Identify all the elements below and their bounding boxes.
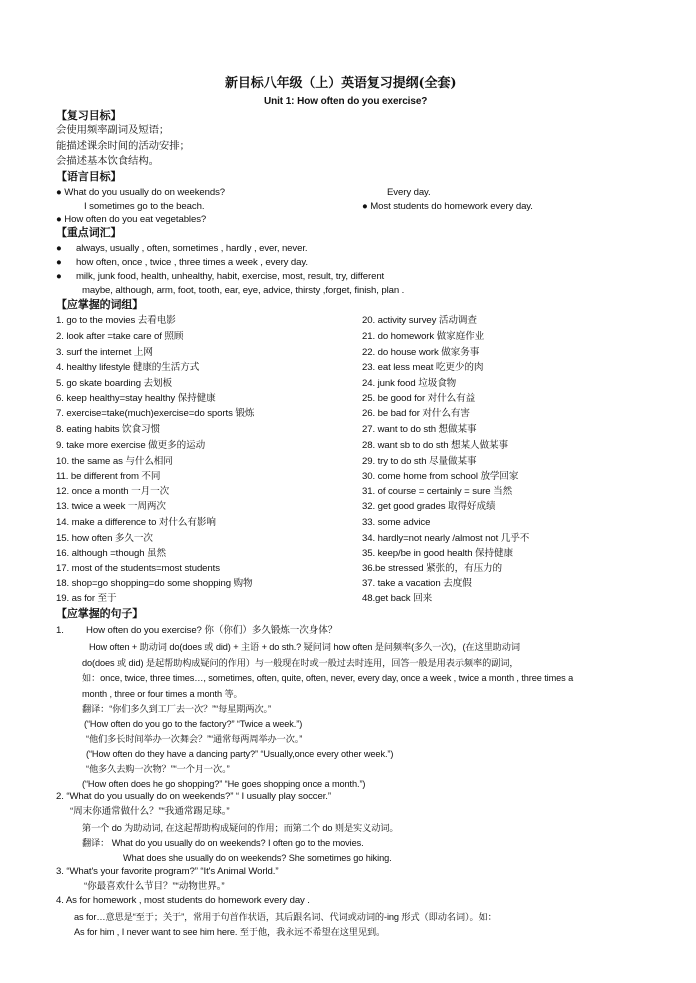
vocab-line: always, usually , often, sometimes , hardly , ever, never. (76, 243, 308, 254)
phrase-item: 5. go skate boarding 去划板 (56, 378, 172, 389)
phrase-item: 37. take a vacation 去度假 (362, 578, 472, 589)
translation-line: 翻译： What do you usually do on weekends? I often go to the movies. (82, 838, 364, 848)
phrase-item: 21. do homework 做家庭作业 (362, 331, 485, 342)
sentence-translation: “你最喜欢什么节目？”“动物世界。” (84, 881, 225, 892)
phrase-item: 9. take more exercise 做更多的运动 (56, 440, 206, 451)
phrase-item: 22. do house work 做家务事 (362, 347, 480, 358)
phrase-item: 31. of course = certainly = sure 当然 (362, 486, 513, 497)
sentence-item: 4. As for homework , most students do homework every day . (56, 895, 310, 906)
language-answer: ● Most students do homework every day. (362, 201, 533, 212)
phrase-item: 30. come home from school 放学回家 (362, 471, 519, 482)
sentence-explanation: as for…意思是“至于；关于”，常用于句首作状语，其后跟名词、代词或动词的-ing 形式（即动名词）。如： (74, 912, 497, 922)
language-question: ● What do you usually do on weekends? (56, 187, 226, 198)
vocab-line: how often, once , twice , three times a week , every day. (76, 257, 308, 268)
phrase-item: 20. activity survey 活动调查 (362, 315, 477, 326)
phrases-heading: 【应掌握的词组】 (56, 299, 144, 311)
phrase-item: 10. the same as 与什么相同 (56, 456, 173, 467)
goal-item: 能描述课余时间的活动安排； (56, 141, 190, 152)
phrase-item: 16. although =though 虽然 (56, 548, 166, 559)
language-question: ● How often do you eat vegetables? (56, 214, 207, 225)
translation-line: 翻译：“你们多久到工厂去一次？”“每星期两次。” (82, 704, 271, 714)
sentence-explanation: 第一个 do 为助动词, 在这起帮助构成疑问的作用；而第二个 do 则是实义动词。 (82, 823, 399, 833)
phrase-item: 13. twice a week 一周两次 (56, 501, 166, 512)
phrase-item: 8. eating habits 饮食习惯 (56, 424, 161, 435)
phrase-item: 48.get back 回来 (362, 593, 433, 604)
phrase-item: 27. want to do sth 想做某事 (362, 424, 477, 435)
language-heading: 【语言目标】 (56, 171, 122, 183)
phrase-item: 14. make a difference to 对什么有影响 (56, 517, 216, 528)
phrase-item: 29. try to do sth 尽量做某事 (362, 456, 477, 467)
language-answer: Every day. (387, 187, 431, 198)
vocab-line: maybe, although, arm, foot, tooth, ear, eye, advice, thirsty ,forget, finish, plan . (82, 285, 405, 296)
sentence-explanation: How often + 助动词 do(does 或 did) + 主语 + do sth.? 疑问词 how often 是问频率(多久一次)，(在这里助动词 (89, 642, 520, 652)
phrase-item: 36.be stressed 紧张的，有压力的 (362, 563, 503, 574)
sentence-explanation: As for him , I never want to see him here. 至于他，我永远不希望在这里见到。 (74, 927, 386, 937)
sentence-explanation: month , three or four times a month 等。 (82, 689, 243, 699)
page-title: 新目标八年级（上）英语复习提纲(全套) (225, 76, 457, 91)
translation-line: (“How often do they have a dancing party?” “Usually,once every other week.”) (86, 749, 394, 759)
phrase-item: 12. once a month 一月一次 (56, 486, 170, 497)
bullet-icon: ● (56, 243, 62, 254)
phrase-item: 17. most of the students=most students (56, 563, 220, 574)
translation-line: “他们多长时间举办一次舞会？”“通常每两周举办一次。” (86, 734, 303, 744)
phrase-item: 6. keep healthy=stay healthy 保持健康 (56, 393, 216, 404)
sentence-item: 2. “What do you usually do on weekends?” “ I usually play soccer.” (56, 791, 331, 802)
unit-title: Unit 1: How often do you exercise? (264, 96, 428, 107)
vocab-heading: 【重点词汇】 (56, 227, 122, 239)
phrase-item: 7. exercise=take(much)exercise=do sports 锻炼 (56, 408, 255, 419)
sentence-explanation: do(does 或 did) 是起帮助构成疑问的作用）与一般现在时或一般过去时连用，回答一般是用表示频率的副词， (82, 658, 519, 668)
vocab-line: milk, junk food, health, unhealthy, habit, exercise, most, result, try, different (76, 271, 385, 282)
phrase-item: 26. be bad for 对什么有害 (362, 408, 470, 419)
sentences-heading: 【应掌握的句子】 (56, 608, 144, 620)
translation-line: “他多久去购一次物？”“一个月一次。” (86, 764, 230, 774)
translation-line: (“How often does he go shopping?” “He goes shopping once a month.”) (82, 779, 366, 789)
bullet-icon: ● (56, 271, 62, 282)
translation-line: What does she usually do on weekends? She sometimes go hiking. (123, 853, 392, 863)
bullet-icon: ● (56, 257, 62, 268)
phrase-item: 15. how often 多久一次 (56, 533, 153, 544)
phrase-item: 18. shop=go shopping=do some shopping 购物 (56, 578, 253, 589)
goal-item: 会描述基本饮食结构。 (56, 156, 159, 167)
goals-heading: 【复习目标】 (56, 110, 122, 122)
goal-item: 会使用频率副词及短语； (56, 125, 170, 136)
phrase-item: 3. surf the internet 上网 (56, 347, 153, 358)
language-answer: I sometimes go to the beach. (84, 201, 205, 212)
sentence-item: How often do you exercise? 你（你们）多久锻炼一次身体？ (86, 625, 338, 636)
phrase-item: 1. go to the movies 去看电影 (56, 315, 176, 326)
phrase-item: 11. be different from 不同 (56, 471, 161, 482)
phrase-item: 32. get good grades 取得好成绩 (362, 501, 496, 512)
phrase-item: 19. as for 至于 (56, 593, 117, 604)
phrase-item: 25. be good for 对什么有益 (362, 393, 476, 404)
phrase-item: 33. some advice (362, 517, 431, 528)
phrase-item: 23. eat less meat 吃更少的肉 (362, 362, 484, 373)
translation-line: (“How often do you go to the factory?” “Twice a week.”) (84, 719, 303, 729)
sentence-explanation: 如：once, twice, three times…, sometimes, often, quite, often, never, every day, once a week , twice a month , three times a (82, 673, 574, 683)
phrase-item: 34. hardly=not nearly /almost not 几乎不 (362, 533, 530, 544)
sentence-number: 1. (56, 625, 64, 636)
phrase-item: 24. junk food 垃圾食物 (362, 378, 457, 389)
phrase-item: 4. healthy lifestyle 健康的生活方式 (56, 362, 200, 373)
sentence-item: 3. “What's your favorite program?” “It's Animal World.” (56, 866, 279, 877)
sentence-translation: “周末你通常做什么？”“我通常踢足球。” (70, 806, 230, 817)
phrase-item: 35. keep/be in good health 保持健康 (362, 548, 514, 559)
phrase-item: 2. look after =take care of 照顾 (56, 331, 184, 342)
phrase-item: 28. want sb to do sth 想某人做某事 (362, 440, 508, 451)
